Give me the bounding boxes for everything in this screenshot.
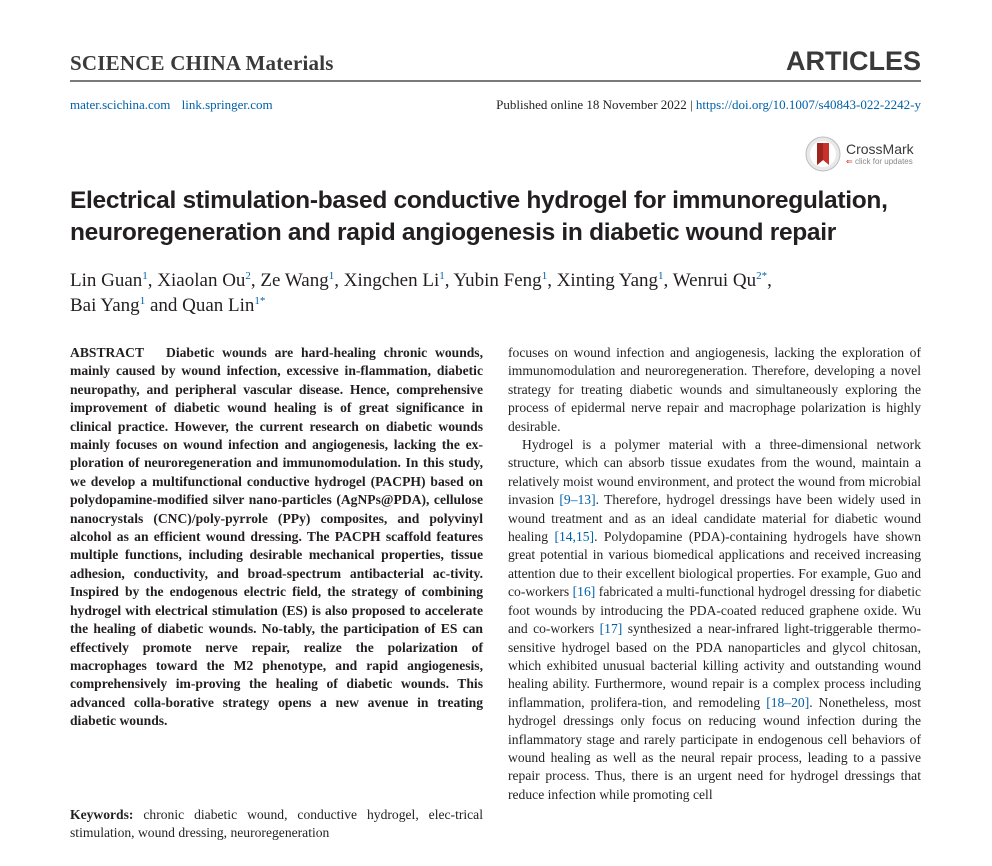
reference-link[interactable]: [9–13]	[559, 492, 596, 508]
author-separator: ,	[767, 270, 772, 291]
reference-link[interactable]: [14,15]	[554, 529, 595, 545]
author-affiliation[interactable]: 2*	[756, 270, 768, 282]
author-affiliation[interactable]: 2	[245, 270, 251, 282]
crossmark-icon	[804, 135, 844, 175]
link-springer[interactable]: link.springer.com	[181, 97, 273, 112]
author-name: Wenrui Qu	[672, 270, 757, 291]
author-separator: and	[145, 295, 183, 316]
author-affiliation[interactable]: 1*	[254, 295, 266, 307]
author-affiliation[interactable]: 1	[139, 295, 146, 307]
author-name: Lin Guan	[70, 270, 143, 291]
author-separator: ,	[147, 270, 158, 291]
author-name: Xingchen Li	[343, 270, 440, 291]
author-separator: ,	[334, 270, 344, 291]
body-text: . Therefore, hydrogel dressings have been widely used in wound treatment and as an ideal candidate material for diabetic wound healing	[508, 492, 921, 545]
journal-links	[70, 97, 281, 113]
author-separator: ,	[444, 270, 454, 291]
author-name: Yubin Feng	[453, 270, 542, 291]
crossmark-label[interactable]: CrossMark	[846, 141, 914, 157]
separator: |	[690, 97, 693, 112]
author-name: Ze Wang	[260, 270, 329, 291]
body-text: Hydrogel is a polymer material with a three-dimensional network structure, which can absorb tissue exudates from the wound, maintain a relatively moist wound environment, and protect the wound from microbial invasion	[508, 437, 921, 508]
author-separator: ,	[547, 270, 557, 291]
body-text: fabricated a multi-functional hydrogel dressing for diabetic foot wounds by introducing the PDA-coated reduced graphene oxide. Wu and co-workers	[508, 584, 921, 637]
section-label: ARTICLES	[786, 46, 921, 76]
author-affiliation[interactable]: 1	[658, 270, 664, 282]
publication-info	[496, 97, 921, 113]
keywords-label: Keywords:	[70, 807, 134, 822]
reference-link[interactable]: [17]	[599, 621, 623, 637]
author-separator: ,	[663, 270, 673, 291]
keywords-text: chronic diabetic wound, conductive hydrogel, elec-trical stimulation, wound dressing, neuroregeneration	[70, 807, 483, 841]
article-title: Electrical stimulation-based conductive hydrogel for immunoregulation, neuroregeneration and rapid angiogenesis in diabetic wound repair	[70, 187, 888, 246]
author-name: Xinting Yang	[556, 270, 659, 291]
body-text: . Polydopamine (PDA)-containing hydrogels have shown great potential in various biomedical applications and received increasing attention due to their excellent biological properties. For example, Guo and co-workers	[508, 529, 921, 600]
author-separator: ,	[250, 270, 261, 291]
author-affiliation[interactable]: 1	[541, 270, 548, 282]
body-paragraph-1: focuses on wound infection and angiogenesis, lacking the exploration of immunomodulation and neuroregeneration. Therefore, developing a novel strategy for treating diabetic wounds and simultaneously exploring the process of epidermal nerve repair and macrophage polarization is highly desirable.	[508, 345, 921, 434]
header-rule	[70, 80, 921, 82]
author-affiliation[interactable]: 1	[328, 270, 335, 282]
author-name: Xiaolan Ou	[157, 270, 246, 291]
author-affiliation[interactable]: 1	[142, 270, 148, 282]
keywords	[70, 806, 483, 843]
author-name: Quan Lin	[182, 295, 255, 316]
arrow-left-icon: ⇐	[846, 157, 855, 166]
abstract-label: ABSTRACT	[70, 345, 145, 360]
crossmark-sublabel[interactable]: ⇐ click for updates	[846, 157, 913, 166]
body-column	[508, 344, 921, 804]
doi-link[interactable]: https://doi.org/10.1007/s40843-022-2242-y	[695, 97, 921, 112]
abstract	[70, 344, 483, 731]
author-list	[70, 268, 930, 318]
abstract-text: Diabetic wounds are hard-healing chronic wounds, mainly caused by wound infection, excessive in-flammation, diabetic neuropathy, and peripheral vascular disease. Hence, comprehensive improvement of diabetic wound healing is of great significance in clinical practice. However, the current research on diabetic wounds mainly focuses on wound infection and angiogenesis, lacking the ex-ploration of neuroregeneration and immunomodulation. In this study, we develop a multifunctional conductive hydrogel (PACPH) based on polydopamine-modified silver nano-particles (AgNPs@PDA), cellulose nanocrystals (CNC)/poly-pyrrole (PPy) composites, and polyvinyl alcohol as an efficient wound dressing. The PACPH scaffold features multiple functions, including desirable mechanical properties, tissue adhesion, conductivity, and broad-spectrum antibacterial ac-tivity. Inspired by the endogenous electric field, the strategy of combining hydrogel with electrical stimulation (ES) is also proposed to accelerate the healing of diabetic wounds. No-tably, the participation of ES can effectively promote nerve repair, realize the polarization of macrophages toward the M2 phenotype, and rapid angiogenesis, comprehensively im-proving the healing of diabetic wounds. This advanced colla-borative strategy opens a new avenue in treating diabetic wounds.	[70, 345, 483, 729]
published-date: Published online 18 November 2022	[496, 97, 687, 112]
link-scichina[interactable]: mater.scichina.com	[70, 97, 171, 112]
author-affiliation[interactable]: 1	[439, 270, 445, 282]
reference-link[interactable]: [16]	[572, 584, 596, 600]
reference-link[interactable]: [18–20]	[766, 694, 810, 710]
body-text: synthesized a near-infrared light-triggerable thermo-sensitive hydrogel based on the PDA nanoparticles and glycol chitosan, which exhibited unusual bacterial killing activity and outstanding wound healing ability. Furthermore, wound repair is a complex process including inflammation, prolifera-tion, and remodeling	[508, 621, 921, 710]
author-name: Bai Yang	[70, 295, 140, 316]
journal-name: SCIENCE CHINA Materials	[70, 51, 334, 75]
body-text: . Nonetheless, most hydrogel dressings only focus on reducing wound infection during the inflammatory stage and rarely participate in endogenous cell behaviors of wound healing as well as the neural repair process, leading to a passive repair process. Thus, there is an urgent need for hydrogel dressings that reduce infection while promoting cell	[508, 694, 921, 802]
body-paragraph-2	[508, 436, 921, 804]
